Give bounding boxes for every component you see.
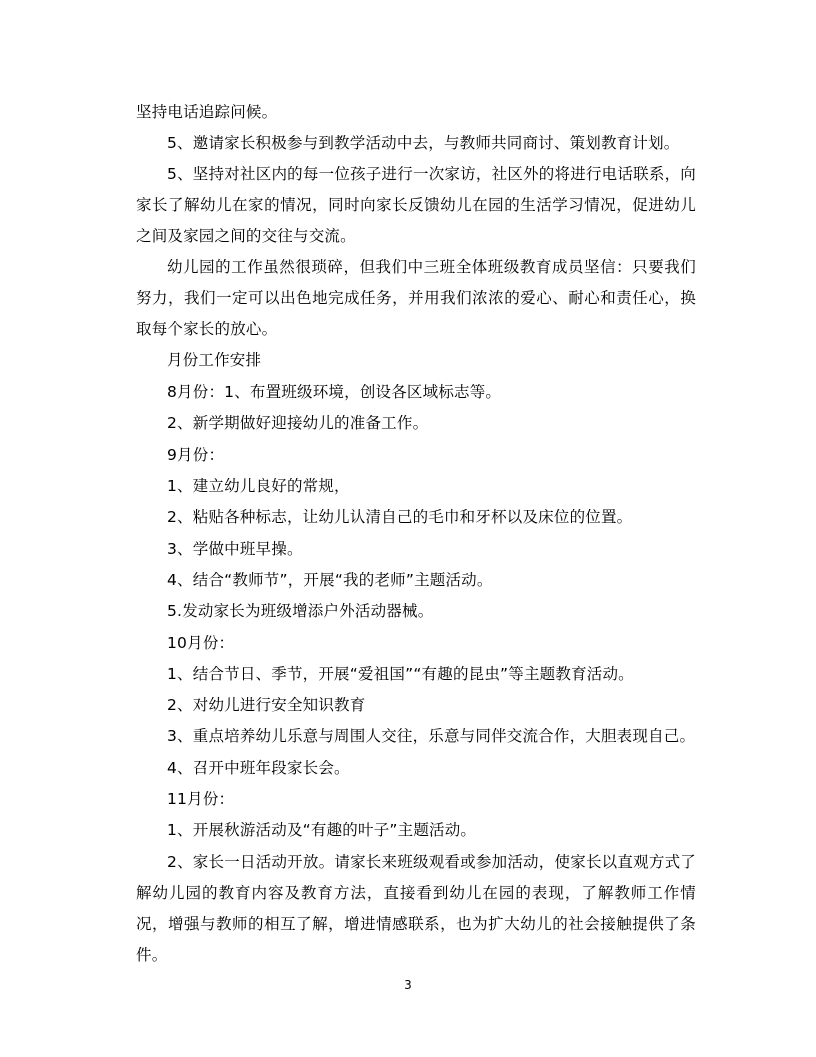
paragraph-item: 3、学做中班早操。 <box>167 540 303 558</box>
paragraph-item: 2、新学期做好迎接幼儿的准备工作。 <box>167 414 429 432</box>
paragraph-item: 5、坚持对社区内的每一位孩子进行一次家访，社区外的将进行电话联系，向家长了解幼儿在家的情况，同时向家长反馈幼儿在园的生活学习情况，促进幼儿之间及家园之间的交往与交流。 <box>136 165 696 245</box>
month-heading: 9月份： <box>167 446 225 464</box>
paragraph-item: 1、开展秋游活动及“有趣的叶子”主题活动。 <box>167 821 477 839</box>
paragraph-item: 2、家长一日活动开放。请家长来班级观看或参加活动，使家长以直观方式了解幼儿园的教育内容及教育方法，直接看到幼儿在园的表现，了解教师工作情况，增强与教师的相互了解，增进情感联系，也为扩大幼儿的社会接触提供了条件。 <box>136 853 696 964</box>
month-heading: 11月份： <box>167 790 235 808</box>
paragraph-item: 5、邀请家长积极参与到教学活动中去，与教师共同商讨、策划教育计划。 <box>167 134 680 152</box>
paragraph-item: 8月份：1、布置班级环境，创设各区域标志等。 <box>167 383 502 401</box>
paragraph-item: 1、结合节日、季节，开展“爱祖国”“有趣的昆虫”等主题教育活动。 <box>167 665 634 683</box>
paragraph-item: 4、召开中班年段家长会。 <box>167 759 350 777</box>
paragraph-item: 5.发动家长为班级增添户外活动器械。 <box>167 602 434 620</box>
paragraph-item: 2、粘贴各种标志，让幼儿认清自己的毛巾和牙杯以及床位的位置。 <box>167 508 633 526</box>
paragraph-item: 4、结合“教师节”，开展“我的老师”主题活动。 <box>167 571 493 589</box>
paragraph-continuation: 坚持电话追踪问候。 <box>136 103 278 121</box>
paragraph-item: 1、建立幼儿良好的常规， <box>167 477 350 495</box>
month-heading: 10月份： <box>167 634 235 652</box>
paragraph-item: 2、对幼儿进行安全知识教育 <box>167 696 366 714</box>
paragraph-body: 幼儿园的工作虽然很琐碎，但我们中三班全体班级教育成员坚信：只要我们努力，我们一定可以出色地完成任务，并用我们浓浓的爱心、耐心和责任心，换取每个家长的放心。 <box>136 258 696 338</box>
section-heading: 月份工作安排 <box>167 351 262 369</box>
paragraph-item: 3、重点培养幼儿乐意与周围人交往，乐意与同伴交流合作，大胆表现自己。 <box>167 727 696 745</box>
page-number: 3 <box>404 978 412 992</box>
